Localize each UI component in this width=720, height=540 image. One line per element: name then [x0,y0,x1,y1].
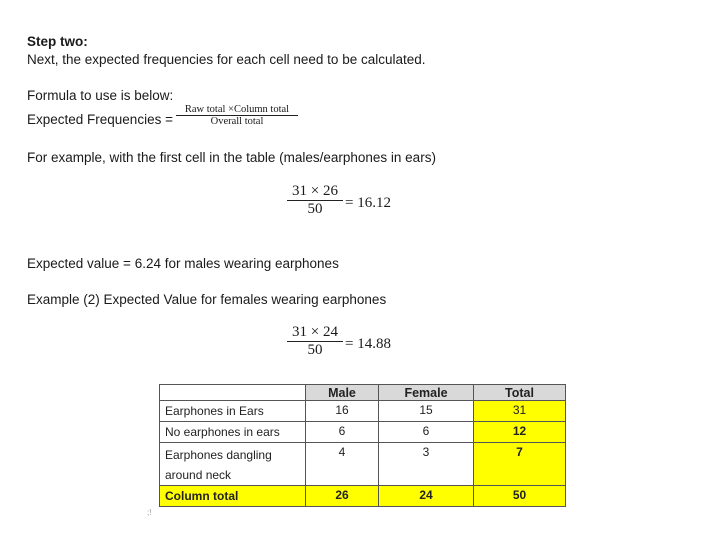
example2-denominator: 50 [307,342,323,358]
row-label: Column total [160,486,306,507]
formula-label: Expected Frequencies = [27,112,173,127]
footnote-mark: ;! [147,508,152,517]
total-cell: 31 [474,401,566,422]
male-cell: 4 [306,443,379,486]
example1-fraction [287,183,343,218]
female-cell: 6 [379,422,474,443]
table-header-cell: Total [474,385,566,401]
example2-numerator: 31 × 24 [292,324,338,340]
row-label: Earphones dangling around neck [160,443,306,486]
table-footer-row [160,486,566,507]
table-header-cell: Female [379,385,474,401]
total-cell: 12 [474,422,566,443]
intro-text: Next, the expected frequencies for each cell need to be calculated. [27,52,426,67]
example1-intro: For example, with the first cell in the table (males/earphones in ears) [27,150,436,165]
total-cell: 7 [474,443,566,486]
row-label: No earphones in ears [160,422,306,443]
example1-denominator: 50 [307,201,323,217]
formula-numerator: Raw total ×Column total [184,104,290,115]
table-header-row [160,385,566,401]
female-cell: 15 [379,401,474,422]
total-cell: 50 [474,486,566,507]
female-cell: 24 [379,486,474,507]
expected-value-text: Expected value = 6.24 for males wearing earphones [27,256,339,271]
male-cell: 26 [306,486,379,507]
example2-intro: Example (2) Expected Value for females wearing earphones [27,292,387,307]
table-row [160,401,566,422]
example1-numerator: 31 × 26 [292,183,338,199]
male-cell: 16 [306,401,379,422]
formula-fraction [176,104,298,127]
male-cell: 6 [306,422,379,443]
contingency-table [159,384,566,507]
formula-intro: Formula to use is below: [27,88,174,103]
row-label: Earphones in Ears [160,401,306,422]
example2-result: = 14.88 [345,336,391,352]
example2-fraction [287,324,343,359]
female-cell: 3 [379,443,474,486]
formula-denominator: Overall total [210,116,264,127]
table-header-cell: Male [306,385,379,401]
example1-result: = 16.12 [345,195,391,211]
table-row [160,443,566,486]
table-row [160,422,566,443]
table-header-cell [160,385,306,401]
step-heading: Step two: [27,34,88,49]
